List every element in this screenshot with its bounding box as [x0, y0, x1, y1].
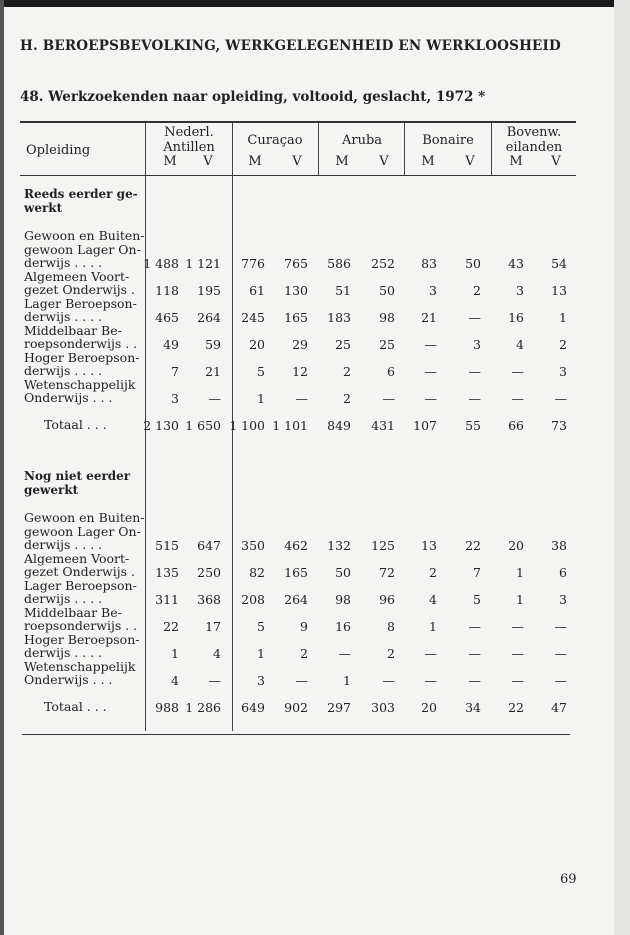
- table-cell: 8: [387, 619, 395, 634]
- total-cell: 55: [465, 417, 481, 433]
- sex-header-v: V: [551, 154, 561, 169]
- total-cell: 73: [551, 417, 567, 433]
- table-cell: 252: [371, 256, 395, 271]
- table-cell: 647: [197, 538, 221, 553]
- table-cell: 2: [473, 283, 481, 298]
- table-cell: —: [554, 619, 567, 634]
- table-cell: 59: [205, 337, 221, 352]
- table-cell: 5: [257, 619, 265, 634]
- table-cell: 125: [371, 538, 395, 553]
- table-cell: 98: [335, 592, 351, 607]
- table-cell: 98: [379, 310, 395, 325]
- table-cell: 165: [284, 310, 308, 325]
- sex-header-v: V: [203, 154, 213, 169]
- scan-top-edge: [0, 0, 630, 7]
- row-label: derwijs . . . .: [24, 645, 103, 660]
- row-label: Wetenschappelijk: [24, 658, 136, 674]
- row-label: Wetenschappelijk: [24, 376, 136, 392]
- total-cell: 431: [371, 417, 395, 433]
- table-cell: —: [511, 646, 524, 661]
- table-cell: 183: [327, 310, 351, 325]
- table-cell: 4: [429, 592, 437, 607]
- sex-header-v: V: [465, 154, 475, 169]
- table-cell: 776: [241, 256, 265, 271]
- table-cell: 195: [197, 283, 221, 298]
- table-cell: 13: [421, 538, 437, 553]
- row-label: roepsonderwijs . .: [24, 336, 138, 351]
- total-cell: 47: [551, 699, 567, 715]
- table-cell: 3: [257, 673, 265, 688]
- table-cell: 61: [249, 283, 265, 298]
- row-label: gezet Onderwijs .: [24, 282, 135, 297]
- total-cell: 649: [241, 699, 265, 715]
- table-cell: 1: [343, 673, 351, 688]
- table-cell: 3: [559, 592, 567, 607]
- table-cell: 462: [284, 538, 308, 553]
- table-cell: —: [424, 646, 437, 661]
- table-cell: —: [295, 673, 308, 688]
- row-label: Hoger Beroepson-: [24, 349, 140, 365]
- column-header: Aruba: [341, 133, 383, 148]
- group-title: gewerkt: [24, 482, 79, 497]
- row-label: Gewoon en Buiten-: [24, 510, 145, 525]
- header-column-divider: [318, 123, 319, 175]
- table-cell: 17: [205, 619, 221, 634]
- table-cell: 50: [465, 256, 481, 271]
- table-cell: 29: [292, 337, 308, 352]
- table-cell: 38: [551, 538, 567, 553]
- table-cell: 350: [241, 538, 265, 553]
- table-cell: 5: [257, 364, 265, 379]
- total-cell: 303: [371, 699, 395, 715]
- sex-header-m: M: [248, 154, 262, 169]
- table-cell: 16: [335, 619, 351, 634]
- table-cell: —: [468, 673, 481, 688]
- total-cell: 1 100: [229, 417, 265, 433]
- row-label: Onderwijs . . .: [24, 672, 113, 687]
- row-label: Algemeen Voort-: [24, 268, 130, 284]
- table-cell: 51: [335, 283, 351, 298]
- total-cell: 107: [413, 417, 437, 433]
- table-cell: 3: [429, 283, 437, 298]
- table-cell: 1 121: [185, 256, 221, 271]
- header-bottom-rule: [20, 175, 576, 176]
- table-cell: 2: [343, 391, 351, 406]
- table-cell: —: [468, 646, 481, 661]
- table-cell: —: [554, 673, 567, 688]
- table-cell: 1: [171, 646, 179, 661]
- table-cell: 21: [205, 364, 221, 379]
- table-cell: 6: [387, 364, 395, 379]
- row-label: gewoon Lager On-: [24, 241, 141, 257]
- table-cell: 12: [292, 364, 308, 379]
- total-cell: 1 650: [185, 417, 221, 433]
- table-cell: 1: [257, 391, 265, 406]
- table-cell: 1: [559, 310, 567, 325]
- column-header: eilanden: [505, 140, 563, 155]
- total-cell: 22: [508, 699, 524, 715]
- row-label: Middelbaar Be-: [24, 322, 122, 338]
- table-cell: 465: [155, 310, 179, 325]
- row-label: Middelbaar Be-: [24, 604, 122, 620]
- table-cell: 83: [421, 256, 437, 271]
- table-cell: 72: [379, 565, 395, 580]
- table-cell: 586: [327, 256, 351, 271]
- table-cell: 1: [257, 646, 265, 661]
- table-top-rule: [20, 121, 576, 123]
- table-cell: 1: [516, 592, 524, 607]
- table-title: 48. Werkzoekenden naar opleiding, voltooid, geslacht, 1972 *: [20, 89, 486, 105]
- table-cell: —: [382, 673, 395, 688]
- table-cell: —: [382, 391, 395, 406]
- row-label: Gewoon en Buiten-: [24, 228, 145, 243]
- row-label: derwijs . . . .: [24, 591, 103, 606]
- table-bottom-rule: [22, 734, 570, 735]
- table-cell: —: [511, 673, 524, 688]
- table-cell: 311: [155, 592, 179, 607]
- table-cell: —: [468, 391, 481, 406]
- group-title: Nog niet eerder: [24, 469, 131, 483]
- row-label: Lager Beroepson-: [24, 295, 137, 311]
- total-cell: 1 101: [272, 417, 308, 433]
- table-cell: —: [468, 364, 481, 379]
- table-cell: —: [511, 391, 524, 406]
- table-cell: 3: [516, 283, 524, 298]
- page-number: 69: [560, 872, 577, 887]
- table-cell: 25: [335, 337, 351, 352]
- row-label: gezet Onderwijs .: [24, 564, 135, 579]
- table-cell: —: [295, 391, 308, 406]
- table-cell: 245: [241, 310, 265, 325]
- table-cell: 264: [284, 592, 308, 607]
- table-cell: —: [424, 337, 437, 352]
- sex-header-m: M: [421, 154, 435, 169]
- table-cell: 1: [429, 619, 437, 634]
- row-label: Hoger Beroepson-: [24, 631, 140, 647]
- column-header: Curaçao: [247, 133, 303, 148]
- table-cell: 3: [559, 364, 567, 379]
- total-cell: 849: [327, 417, 351, 433]
- table-cell: 21: [421, 310, 437, 325]
- table-cell: 13: [551, 283, 567, 298]
- sex-header-m: M: [163, 154, 177, 169]
- table-cell: —: [511, 619, 524, 634]
- table-cell: —: [554, 391, 567, 406]
- row-label: derwijs . . . .: [24, 309, 103, 324]
- sex-header-m: M: [335, 154, 349, 169]
- table-cell: 43: [508, 256, 524, 271]
- table-cell: 96: [379, 592, 395, 607]
- table-cell: 1 488: [143, 256, 179, 271]
- header-row-label: Opleiding: [26, 143, 91, 158]
- table-cell: 9: [300, 619, 308, 634]
- sex-header-m: M: [509, 154, 523, 169]
- table-cell: 132: [327, 538, 351, 553]
- table-cell: 165: [284, 565, 308, 580]
- sex-header-v: V: [379, 154, 389, 169]
- table-cell: 2: [300, 646, 308, 661]
- row-label: gewoon Lager On-: [24, 523, 141, 539]
- table-cell: —: [554, 646, 567, 661]
- table-cell: 2: [343, 364, 351, 379]
- total-cell: 34: [465, 699, 481, 715]
- table-cell: —: [511, 364, 524, 379]
- table-cell: 4: [213, 646, 221, 661]
- header-column-divider: [404, 123, 405, 175]
- total-cell: 66: [508, 417, 524, 433]
- total-cell: 988: [155, 699, 179, 715]
- row-label: derwijs . . . .: [24, 255, 103, 270]
- row-label: Onderwijs . . .: [24, 390, 113, 405]
- row-label: derwijs . . . .: [24, 363, 103, 378]
- table-cell: —: [468, 619, 481, 634]
- column-header: Bonaire: [422, 133, 474, 148]
- table-cell: 3: [171, 391, 179, 406]
- table-cell: 3: [473, 337, 481, 352]
- table-cell: 264: [197, 310, 221, 325]
- scan-left-edge: [0, 0, 4, 935]
- column-header: Bovenw.: [506, 125, 562, 140]
- total-cell: 20: [421, 699, 437, 715]
- sex-header-v: V: [292, 154, 302, 169]
- table-cell: 50: [379, 283, 395, 298]
- table-cell: 515: [155, 538, 179, 553]
- group-title: werkt: [24, 200, 63, 215]
- scan-right-margin: [614, 0, 630, 935]
- table-cell: —: [208, 391, 221, 406]
- table-cell: 20: [249, 337, 265, 352]
- table-cell: 49: [163, 337, 179, 352]
- table-cell: 118: [155, 283, 179, 298]
- table-cell: 765: [284, 256, 308, 271]
- table-cell: —: [468, 310, 481, 325]
- row-label: roepsonderwijs . .: [24, 618, 138, 633]
- row-label: Lager Beroepson-: [24, 577, 137, 593]
- table-cell: 208: [241, 592, 265, 607]
- total-cell: 1 286: [185, 699, 221, 715]
- table-cell: 7: [171, 364, 179, 379]
- section-title: H. BEROEPSBEVOLKING, WERKGELEGENHEID EN WERKLOOSHEID: [20, 38, 561, 54]
- table-cell: 130: [284, 283, 308, 298]
- table-cell: —: [424, 391, 437, 406]
- table-cell: —: [424, 364, 437, 379]
- table-cell: 20: [508, 538, 524, 553]
- table-cell: 2: [559, 337, 567, 352]
- table-cell: 368: [197, 592, 221, 607]
- table-cell: —: [338, 646, 351, 661]
- total-label: Totaal . . .: [44, 416, 107, 432]
- table-cell: 16: [508, 310, 524, 325]
- table-cell: 2: [429, 565, 437, 580]
- total-cell: 2 130: [143, 417, 179, 433]
- table-cell: 22: [465, 538, 481, 553]
- table-cell: 135: [155, 565, 179, 580]
- table-cell: 6: [559, 565, 567, 580]
- total-label: Totaal . . .: [44, 698, 107, 714]
- row-label: Algemeen Voort-: [24, 550, 130, 566]
- table-cell: 4: [516, 337, 524, 352]
- table-cell: 82: [249, 565, 265, 580]
- table-cell: 7: [473, 565, 481, 580]
- table-cell: 2: [387, 646, 395, 661]
- table-cell: —: [208, 673, 221, 688]
- table-cell: 25: [379, 337, 395, 352]
- table-cell: 250: [197, 565, 221, 580]
- table-cell: 5: [473, 592, 481, 607]
- total-cell: 297: [327, 699, 351, 715]
- table-cell: 50: [335, 565, 351, 580]
- table-cell: 4: [171, 673, 179, 688]
- table-cell: 54: [551, 256, 567, 271]
- table-cell: 1: [516, 565, 524, 580]
- column-header: Antillen: [163, 140, 215, 155]
- total-cell: 902: [284, 699, 308, 715]
- column-header: Nederl.: [164, 125, 214, 140]
- table-cell: —: [424, 673, 437, 688]
- group-title: Reeds eerder ge-: [24, 187, 138, 201]
- row-label: derwijs . . . .: [24, 537, 103, 552]
- table-cell: 22: [163, 619, 179, 634]
